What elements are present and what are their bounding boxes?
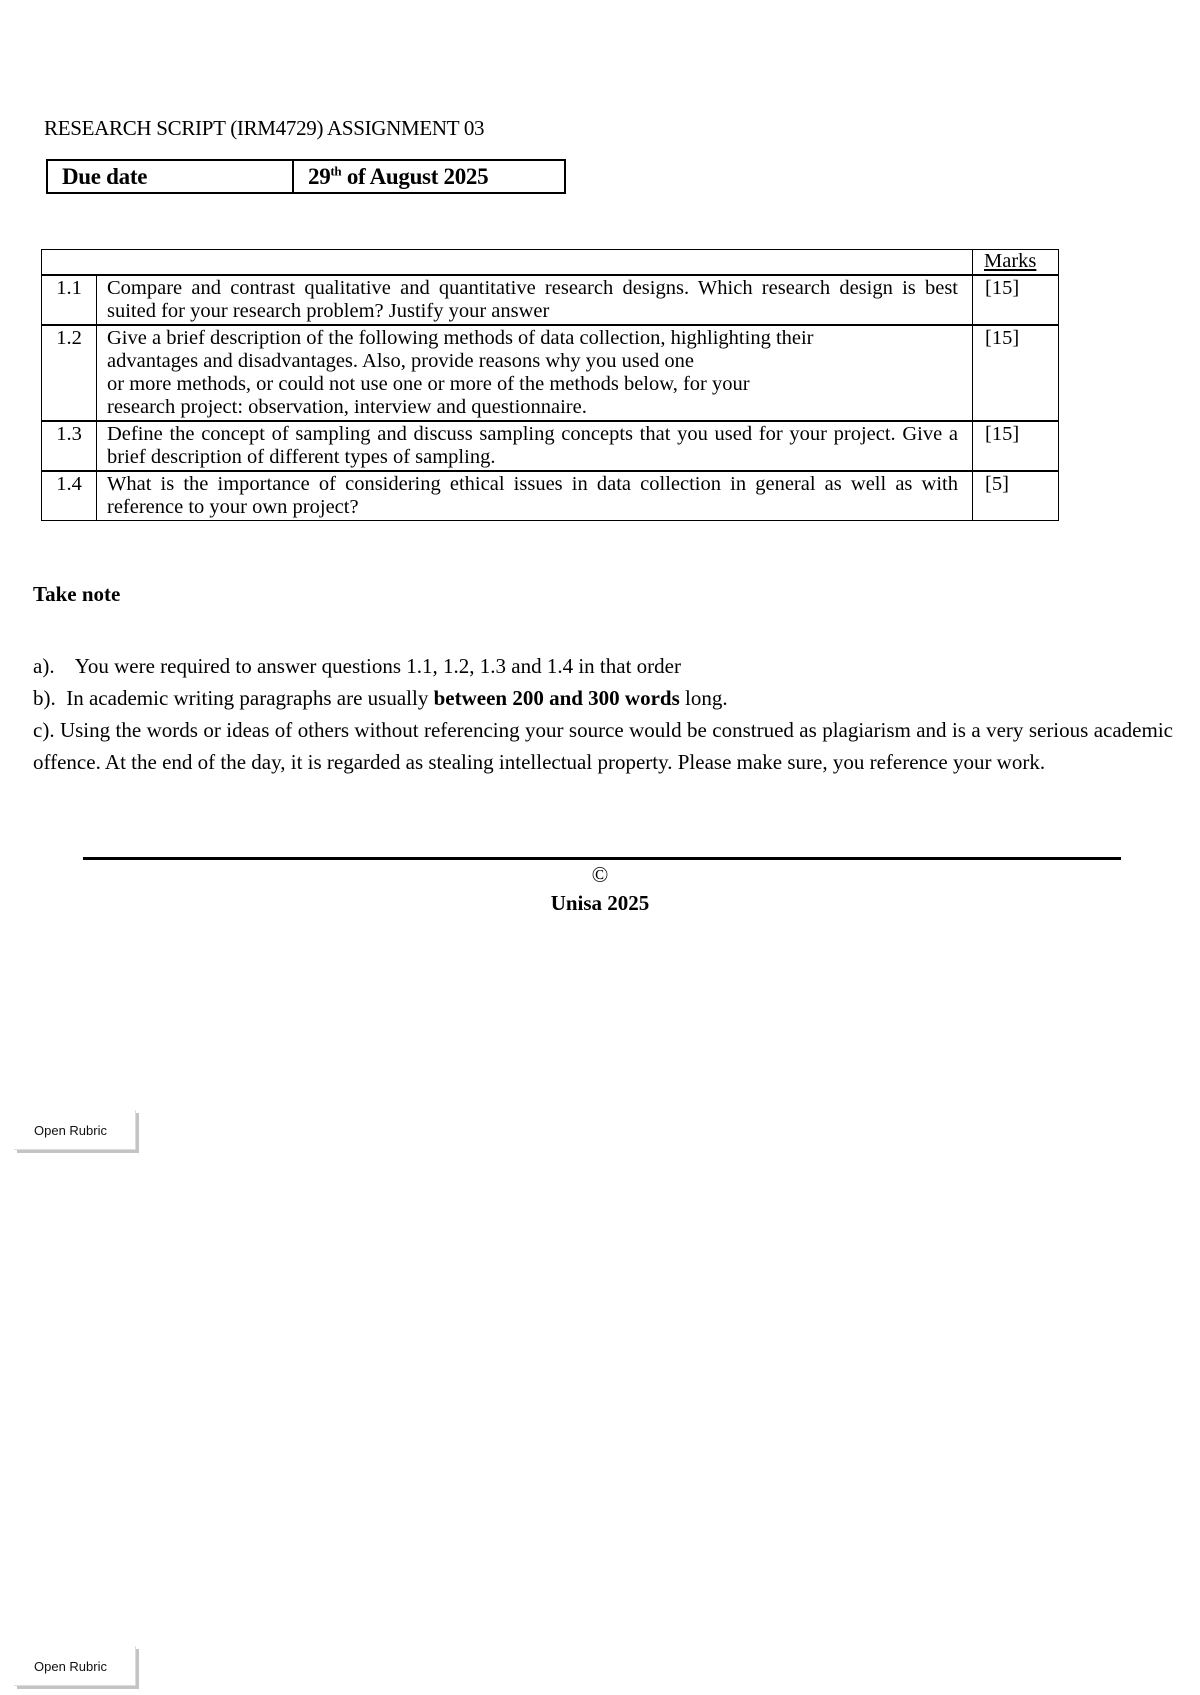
question-text-line: advantages and disadvantages. Also, provide reasons why you used one: [107, 350, 694, 372]
assignment-title: RESEARCH SCRIPT (IRM4729) ASSIGNMENT 03: [44, 116, 485, 140]
question-row-1-4: [42, 471, 1059, 521]
question-marks: [5]: [973, 471, 1059, 521]
note-b-text: b). In academic writing paragraphs are usually: [33, 686, 434, 710]
due-day-suffix: th: [330, 162, 342, 178]
question-marks: [15]: [973, 275, 1059, 325]
due-month-year: of August 2025: [341, 163, 489, 189]
question-row-1-3: [42, 421, 1059, 471]
due-date-table: [46, 159, 566, 194]
marks-header: Marks: [973, 250, 1059, 276]
open-rubric-button-bottom[interactable]: Open Rubric: [14, 1646, 136, 1686]
question-text: Define the concept of sampling and discuss sampling concepts that you used for your project. Give a brief description of different types of sampling.: [97, 421, 973, 471]
take-note-heading: Take note: [33, 582, 121, 606]
question-number: 1.2: [42, 325, 97, 421]
copyright-symbol: ©: [591, 862, 609, 887]
question-text: [97, 325, 973, 421]
question-text-line: or more methods, or could not use one or more of the methods below, for your: [107, 373, 750, 395]
due-day: 29: [308, 163, 331, 189]
question-text: Compare and contrast qualitative and quantitative research designs. Which research design is best suited for your research problem? Justify your answer: [97, 275, 973, 325]
question-marks: [15]: [973, 421, 1059, 471]
footer-divider: [83, 857, 1121, 860]
note-b-end: long.: [679, 686, 728, 710]
question-row-1-1: [42, 275, 1059, 325]
question-text-line: research project: observation, interview and questionnaire.: [107, 396, 587, 418]
questions-table: [41, 249, 1059, 521]
due-date-value: [293, 160, 565, 193]
question-number: 1.4: [42, 471, 97, 521]
question-number: 1.1: [42, 275, 97, 325]
note-b-emphasis: between 200 and 300 words: [433, 686, 680, 710]
footer-organization: Unisa 2025: [550, 891, 650, 915]
table-header-row: [42, 250, 1059, 276]
question-text-line: Give a brief description of the following methods of data collection, highlighting their: [107, 327, 814, 349]
open-rubric-button[interactable]: Open Rubric: [14, 1110, 136, 1150]
question-number: 1.3: [42, 421, 97, 471]
note-c: c). Using the words or ideas of others without referencing your source would be construed as plagiarism and is a very serious academic offence. At the end of the day, it is regarded as stealing intellectual property. Please make sure, you reference your work.: [33, 718, 1173, 774]
due-date-label: Due date: [47, 160, 293, 193]
note-a: a). You were required to answer questions 1.1, 1.2, 1.3 and 1.4 in that order: [33, 654, 681, 678]
note-b: [33, 682, 1173, 714]
question-marks: [15]: [973, 325, 1059, 421]
question-row-1-2: [42, 325, 1059, 421]
question-text: What is the importance of considering ethical issues in data collection in general as well as with reference to your own project?: [97, 471, 973, 521]
header-blank-cell: [42, 250, 973, 276]
